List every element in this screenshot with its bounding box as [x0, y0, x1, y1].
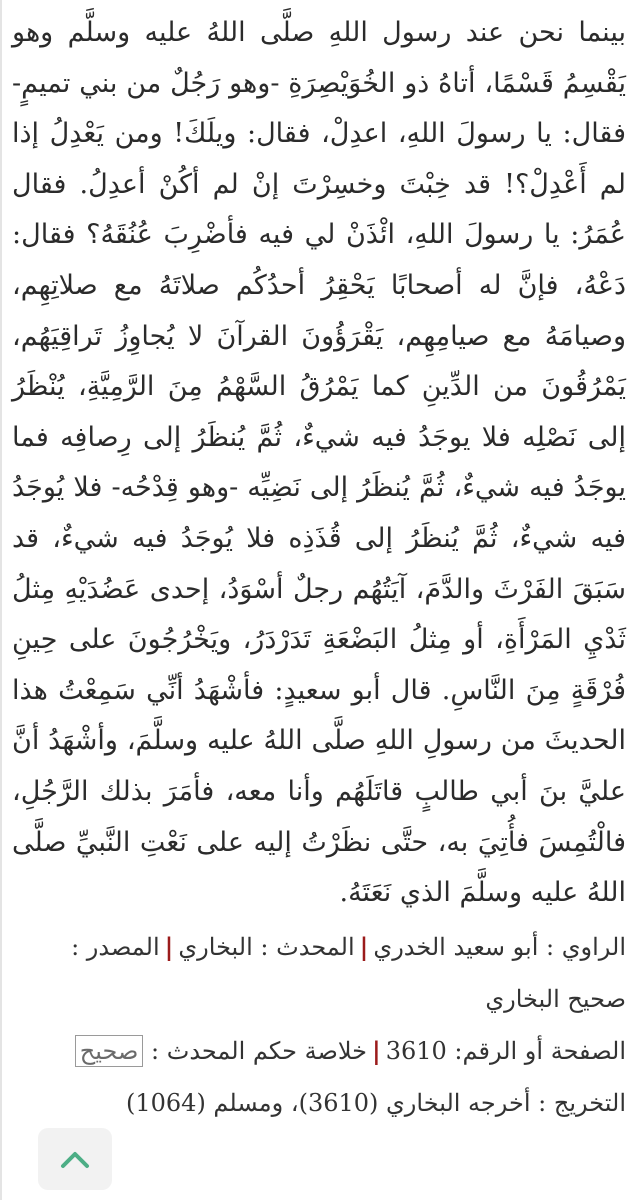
- page-number-value: 3610: [385, 1036, 447, 1065]
- scroll-to-top-button[interactable]: [38, 1128, 112, 1190]
- narrator-label: الراوي :: [538, 932, 626, 961]
- hadith-text: بينما نحن عند رسول اللهِ صلَّى اللهُ عليه وسلَّم وهو يَقْسِمُ قَسْمًا، أتاهُ ذو الخُوَيْصِرَةِ -وهو رَجُلٌ من بني تميمٍ- فقال: يا رسولَ اللهِ، اعدِلْ، فقال: ويلَكَ! ومن يَعْدِلُ إذا لم أَعْدِلْ؟! قد خِبْتَ وخسِرْتَ إنْ لم أكُنْ أعدِلُ. فقال عُمَرُ: يا رسولَ اللهِ، ائْذَنْ لي فيه فأضْرِبَ عُنُقَهُ؟ فقال: دَعْهُ، فإنَّ له أصحابًا يَحْقِرُ أحدُكُم صلاتَهُ مع صلاتِهِم، وصيامَهُ مع صيامِهِم، يَقْرَؤُونَ القرآنَ لا يُجاوِزُ تَراقِيَهُم، يَمْرُقُونَ من الدِّينِ كما يَمْرُقُ السَّهْمُ مِنَ الرَّمِيَّةِ، يُنْظَرُ إلى نَصْلِه فلا يوجَدُ فيه شيءٌ، ثُمَّ يُنظَرُ إلى رِصافِه فما يوجَدُ فيه شيءٌ، ثُمَّ يُنظَرُ إلى نَضِيِّه -وهو قِدْحُه- فلا يُوجَدُ فيه شيءٌ، ثُمَّ يُنظَرُ إلى قُذَذِه فلا يُوجَدُ فيه شيءٌ، قد سَبَقَ الفَرْثَ والدَّمَ، آيَتُهُم رجلٌ أسْوَدُ، إحدى عَضُدَيْهِ مِثلُ ثَدْيِ المَرْأَةِ، أو مِثلُ البَضْعَةِ تَدَرْدَرُ، ويَخْرُجُونَ على حِينِ فُرْقَةٍ مِنَ النَّاسِ. قال أبو سعيدٍ: فأشْهَدُ أنِّي سَمِعْتُ هذا الحديثَ من رسولِ اللهِ صلَّى اللهُ عليه وسلَّمَ، وأشْهَدُ أنَّ عليَّ بنَ أبي طالبٍ قاتَلَهُم وأنا معه، فأمَرَ بذلك الرَّجُلِ، فالْتُمِسَ فأُتِيَ به، حتَّى نظَرْتُ إليه على نَعْتِ النَّبيِّ صلَّى اللهُ عليه وسلَّمَ الذي نَعَتَهُ.: [12, 17, 627, 909]
- narrator-value: أبو سعيد الخدري: [373, 932, 539, 961]
- separator: |: [371, 1035, 381, 1065]
- takhrij-value: أخرجه البخاري (3610)، ومسلم (1064): [125, 1088, 531, 1117]
- takhrij-label: التخريج :: [530, 1088, 626, 1117]
- page-number-label: الصفحة أو الرقم:: [446, 1036, 626, 1065]
- source-line: [12, 973, 626, 1025]
- ruling-badge: صحيح: [75, 1035, 144, 1067]
- hadith-metadata: [12, 921, 626, 1129]
- source-value: صحيح البخاري: [485, 984, 626, 1013]
- separator: |: [359, 931, 369, 961]
- muhaddith-label: المحدث :: [252, 932, 355, 961]
- muhaddith-value: البخاري: [178, 932, 253, 961]
- chevron-up-icon: [58, 1147, 92, 1171]
- separator: |: [164, 931, 174, 961]
- narrator-line: [12, 921, 626, 973]
- takhrij-line: [12, 1077, 626, 1129]
- source-label: المصدر :: [71, 932, 160, 961]
- ruling-label: خلاصة حكم المحدث :: [143, 1036, 367, 1065]
- page-ruling-line: [12, 1025, 626, 1077]
